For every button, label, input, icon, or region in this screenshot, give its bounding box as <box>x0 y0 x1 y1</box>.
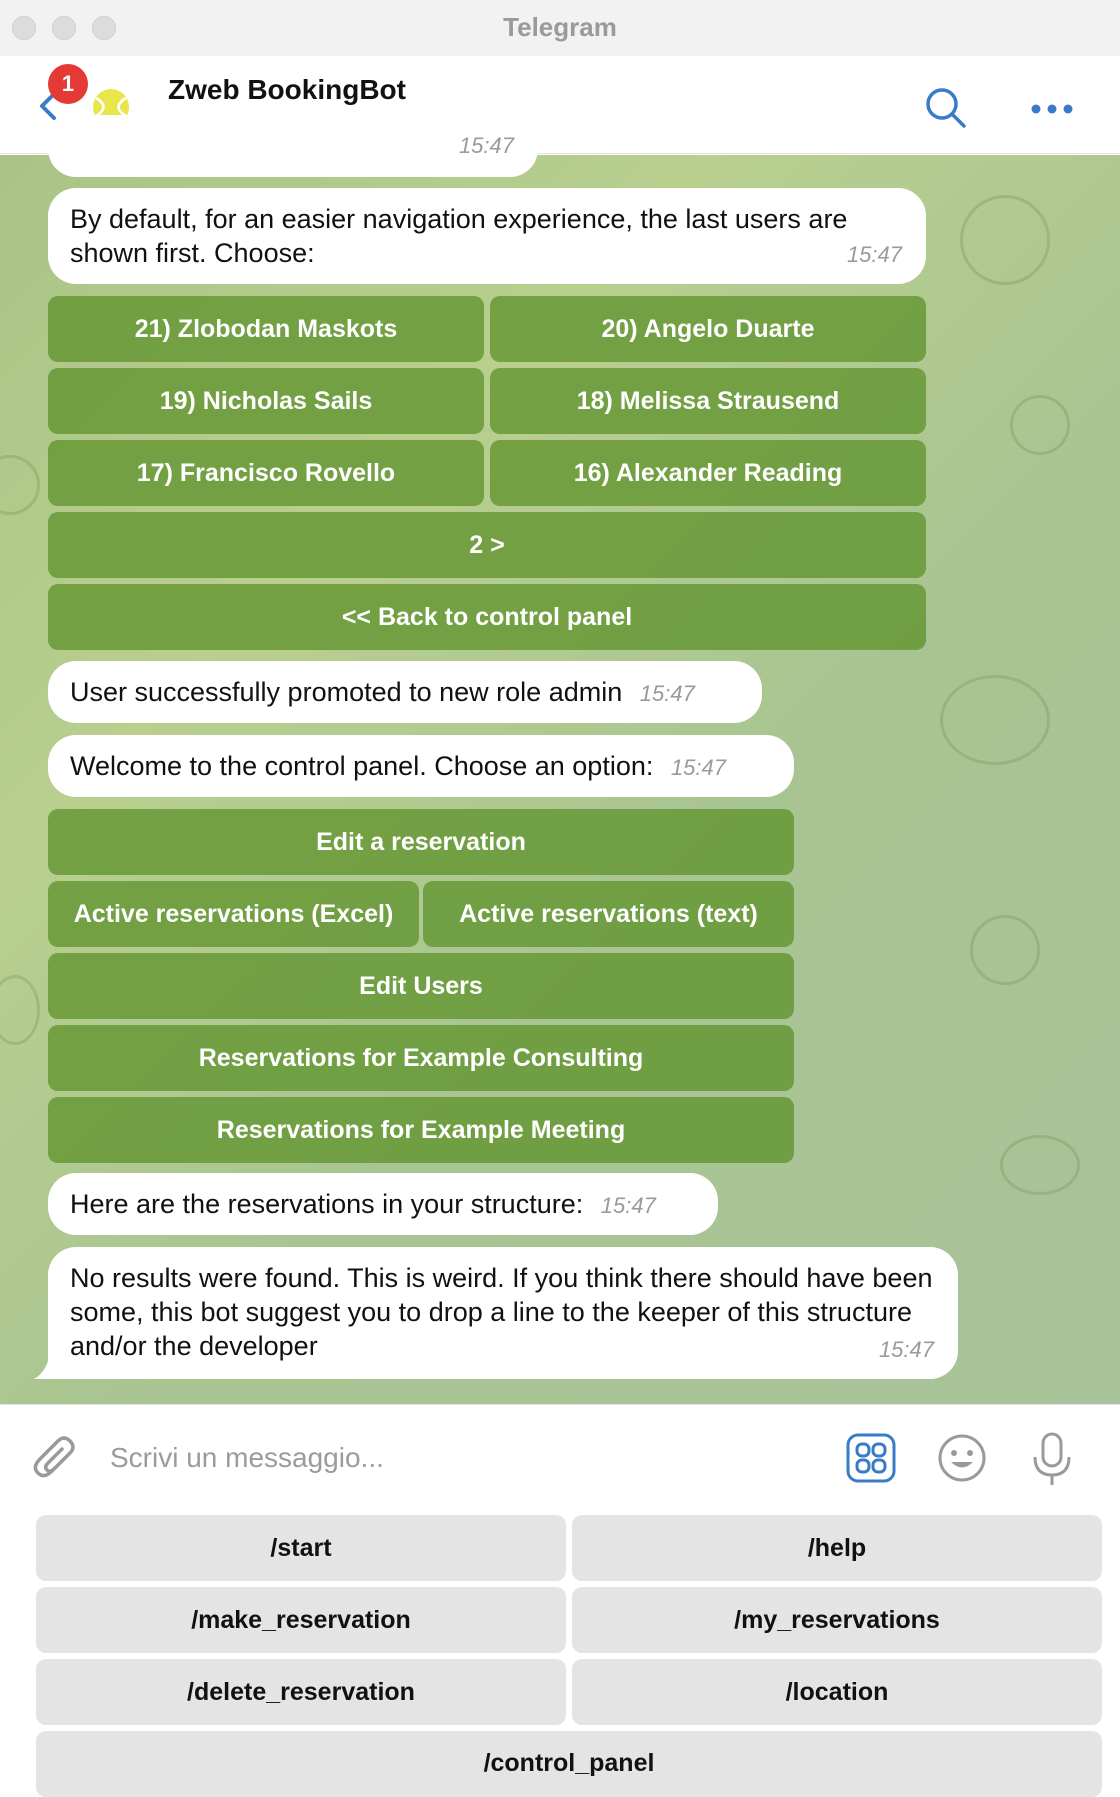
bubble-tail <box>34 1351 64 1379</box>
reservations-consulting-button[interactable]: Reservations for Example Consulting <box>48 1025 794 1091</box>
user-button[interactable]: 19) Nicholas Sails <box>48 368 484 434</box>
chat-history[interactable] <box>0 133 1120 1405</box>
doodle-decoration <box>940 675 1050 765</box>
reply-keyboard <box>0 1510 1120 1777</box>
user-button[interactable]: 21) Zlobodan Maskots <box>48 296 484 362</box>
doodle-decoration <box>0 455 40 515</box>
active-reservations-text-button[interactable]: Active reservations (text) <box>423 881 794 947</box>
edit-users-button[interactable]: Edit Users <box>48 953 794 1019</box>
next-page-button[interactable]: 2 > <box>48 512 926 578</box>
message-text: Here are the reservations in your structure: <box>70 1189 584 1219</box>
message-bubble <box>48 188 926 284</box>
paperclip-icon <box>32 1435 80 1485</box>
command-control-panel-button[interactable]: /control_panel <box>36 1731 1102 1797</box>
message-bubble <box>48 115 538 177</box>
message-text: User successfully promoted to new role admin <box>70 677 623 707</box>
message-text: No results were found. This is weird. If you think there should have been some, this bot suggest you to drop a line to the keeper of this structure and/or the developer <box>70 1263 933 1361</box>
user-button[interactable]: 17) Francisco Rovello <box>48 440 484 506</box>
user-button[interactable]: 16) Alexander Reading <box>490 440 926 506</box>
message-input[interactable] <box>110 1429 810 1487</box>
doodle-decoration <box>970 915 1040 985</box>
message-time: 15:47 <box>458 133 514 158</box>
unread-badge: 1 <box>48 64 88 104</box>
command-location-button[interactable]: /location <box>572 1659 1102 1725</box>
reservations-meeting-button[interactable]: Reservations for Example Meeting <box>48 1097 794 1163</box>
user-button[interactable]: 18) Melissa Strausend <box>490 368 926 434</box>
message-time: 15:47 <box>600 1193 656 1218</box>
window-titlebar <box>0 0 1120 56</box>
doodle-decoration <box>1000 1135 1080 1195</box>
search-button[interactable] <box>922 84 970 132</box>
chat-title[interactable]: Zweb BookingBot <box>168 74 406 105</box>
edit-reservation-button[interactable]: Edit a reservation <box>48 809 794 875</box>
doodle-decoration <box>0 975 40 1045</box>
message-time: 15:47 <box>878 1337 934 1362</box>
doodle-decoration <box>1010 395 1070 455</box>
message-composer <box>0 1404 1120 1510</box>
command-delete-reservation-button[interactable]: /delete_reservation <box>36 1659 566 1725</box>
message-bubble <box>48 1247 958 1379</box>
command-my-reservations-button[interactable]: /my_reservations <box>572 1587 1102 1653</box>
user-button[interactable]: 20) Angelo Duarte <box>490 296 926 362</box>
back-to-control-panel-button[interactable]: << Back to control panel <box>48 584 926 650</box>
message-time: 15:47 <box>846 242 902 267</box>
command-start-button[interactable]: /start <box>36 1515 566 1581</box>
message-time: 15:47 <box>639 681 695 706</box>
emoji-button[interactable] <box>937 1433 987 1483</box>
message-bubble <box>48 661 762 723</box>
search-icon <box>922 84 970 132</box>
message-bubble <box>48 1173 718 1235</box>
message-text: By default, for an easier navigation experience, the last users are shown first. Choose: <box>70 204 848 268</box>
window-title: Telegram <box>503 12 617 42</box>
keyboard-grid-icon <box>846 1433 896 1483</box>
more-dots-icon <box>1028 94 1076 124</box>
command-help-button[interactable]: /help <box>572 1515 1102 1581</box>
command-make-reservation-button[interactable]: /make_reservation <box>36 1587 566 1653</box>
message-text: Welcome to the control panel. Choose an option: <box>70 751 654 781</box>
microphone-icon <box>1030 1431 1074 1487</box>
active-reservations-excel-button[interactable]: Active reservations (Excel) <box>48 881 419 947</box>
message-bubble <box>48 735 794 797</box>
bot-keyboard-toggle[interactable] <box>846 1433 896 1483</box>
emoji-icon <box>937 1433 987 1483</box>
doodle-decoration <box>960 195 1050 285</box>
attach-button[interactable] <box>32 1435 80 1485</box>
message-time: 15:47 <box>670 755 726 780</box>
voice-message-button[interactable] <box>1030 1431 1074 1487</box>
more-options-button[interactable] <box>1028 94 1076 124</box>
